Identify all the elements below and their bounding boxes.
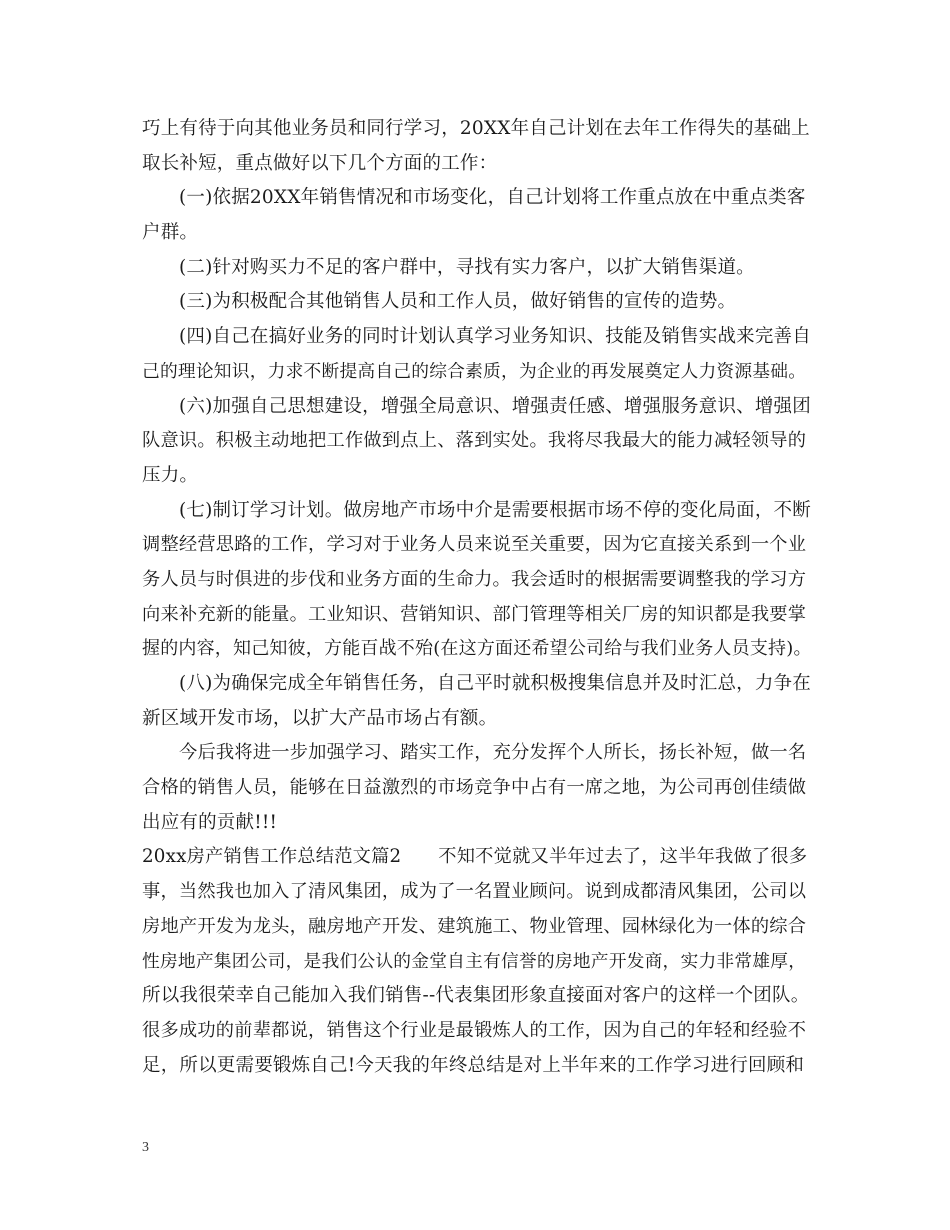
text-line: 新区域开发市场，以扩大产品市场占有额。 [142,707,498,729]
text-line: 很多成功的前辈都说，销售这个行业是最锻炼人的工作，因为自己的年轻和经验不 [142,1019,807,1041]
text-line: 向来补充新的能量。工业知识、营销知识、部门管理等相关厂房的知识都是我要掌 [142,603,807,625]
page-number: 3 [142,1140,149,1155]
text-line: (四)自己在搞好业务的同时计划认真学习业务知识、技能及销售实战来完善自 [179,326,811,348]
text-line: (七)制订学习计划。做房地产市场中介是需要根据市场不停的变化局面，不断 [179,499,811,521]
text-line: 合格的销售人员，能够在日益激烈的市场竞争中占有一席之地，为公司再创佳绩做 [142,777,807,799]
text-line: 所以我很荣幸自己能加入我们销售--代表集团形象直接面对客户的这样一个团队。 [142,985,810,1007]
text-line: 事，当然我也加入了清风集团，成为了一名置业顾问。说到成都清风集团，公司以 [142,881,807,903]
text-line: 取长补短，重点做好以下几个方面的工作： [142,152,498,174]
text-line: (一)依据20XX年销售情况和市场变化，自己计划将工作重点放在中重点类客 [179,187,806,209]
text-line: 户群。 [142,222,199,244]
document-body [142,112,814,1083]
text-line: 出应有的贡献!!! [142,811,278,833]
text-line: 足，所以更需要锻炼自己!今天我的年终总结是对上半年来的工作学习进行回顾和 [142,1054,805,1076]
text-line: (三)为积极配合其他销售人员和工作人员，做好销售的宣传的造势。 [179,291,737,313]
text-line: 性房地产集团公司，是我们公认的金堂自主有信誉的房地产开发商，实力非常雄厚， [142,951,807,972]
text-line: 队意识。积极主动地把工作做到点上、落到实处。我将尽我最大的能力减轻领导的 [142,430,807,452]
text-line: 务人员与时俱进的步伐和业务方面的生命力。我会适时的根据需要调整我的学习方 [142,568,807,590]
text-line: 巧上有待于向其他业务员和同行学习，20XX年自己计划在去年工作得失的基础上 [142,118,810,139]
text-line: 20xx房产销售工作总结范文篇2 不知不觉就又半年过去了，这半年我做了很多 [142,846,808,868]
text-line: (六)加强自己思想建设，增强全局意识、增强责任感、增强服务意识、增强团 [179,395,811,417]
text-line: 今后我将进一步加强学习、踏实工作，充分发挥个人所长，扬长补短，做一名 [179,742,807,764]
text-line: 己的理论知识，力求不断提高自己的综合素质，为企业的再发展奠定人力资源基础。 [142,361,807,382]
text-line: (八)为确保完成全年销售任务，自己平时就积极搜集信息并及时汇总，力争在 [179,673,811,694]
text-line: 调整经营思路的工作，学习对于业务人员来说至关重要，因为它直接关系到一个业 [142,534,807,556]
text-line: 压力。 [142,464,199,486]
text-line: 握的内容，知己知彼，方能百战不殆(在这方面还希望公司给与我们业务人员支持)。 [142,638,812,660]
text-line: (二)针对购买力不足的客户群中，寻找有实力客户，以扩大销售渠道。 [179,256,755,278]
text-line: 房地产开发为龙头，融房地产开发、建筑施工、物业管理、园林绿化为一体的综合 [142,915,807,937]
